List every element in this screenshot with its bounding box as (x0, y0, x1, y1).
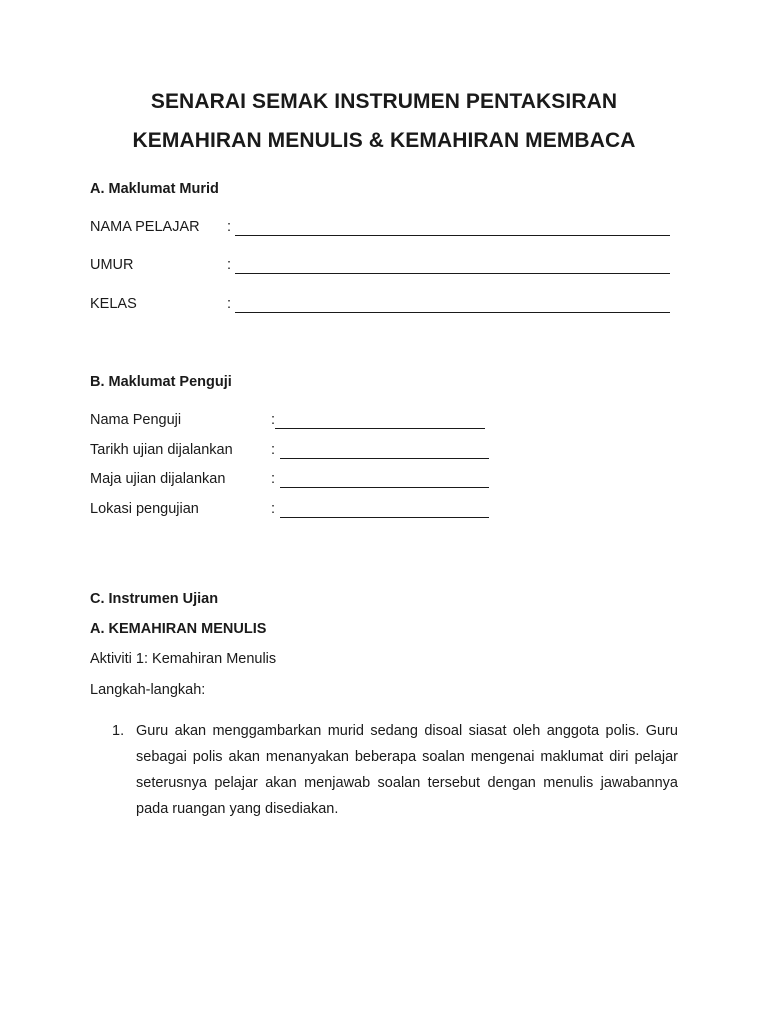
field-separator: : (227, 257, 232, 273)
list-item-text: Guru akan menggambarkan murid sedang disoal siasat oleh anggota polis. Guru sebagai polis akan menanyakan beberapa soalan mengenai maklumat diri pelajar seterusnya pelajar akan menjawab soalan tersebut dengan menulis jawabannya pada ruangan yang disediakan. (136, 723, 678, 817)
field-umur (90, 257, 690, 277)
field-maja-ujian (90, 471, 510, 491)
blank-answer-line[interactable] (280, 487, 489, 488)
section-a-heading: A. Maklumat Murid (90, 181, 219, 197)
field-label: Maja ujian dijalankan (90, 471, 226, 487)
blank-answer-line[interactable] (235, 235, 670, 236)
field-lokasi-pengujian (90, 501, 510, 521)
field-separator: : (271, 442, 276, 458)
field-label: Tarikh ujian dijalankan (90, 442, 233, 458)
list-item-number: 1. (112, 723, 125, 739)
document-title-line-1: SENARAI SEMAK INSTRUMEN PENTAKSIRAN (150, 90, 618, 113)
field-separator: : (271, 412, 276, 428)
field-nama-penguji (90, 412, 510, 432)
field-separator: : (271, 471, 276, 487)
document-title-line-2: KEMAHIRAN MENULIS & KEMAHIRAN MEMBACA (132, 129, 636, 152)
field-tarikh-ujian (90, 442, 510, 462)
field-label: UMUR (90, 257, 134, 273)
blank-answer-line[interactable] (275, 428, 485, 429)
field-separator: : (227, 296, 232, 312)
blank-answer-line[interactable] (280, 458, 489, 459)
field-label: Nama Penguji (90, 412, 182, 428)
field-label: Lokasi pengujian (90, 501, 199, 517)
blank-answer-line[interactable] (235, 273, 670, 274)
field-label: NAMA PELAJAR (90, 219, 200, 235)
section-c-heading: C. Instrumen Ujian (90, 591, 219, 607)
blank-answer-line[interactable] (235, 312, 670, 313)
field-label: KELAS (90, 296, 137, 312)
steps-label: Langkah-langkah: (90, 682, 206, 698)
blank-answer-line[interactable] (280, 517, 489, 518)
activity-title: Aktiviti 1: Kemahiran Menulis (90, 651, 277, 667)
skill-subheading: A. KEMAHIRAN MENULIS (90, 621, 267, 637)
field-separator: : (227, 219, 232, 235)
field-nama-pelajar (90, 219, 690, 239)
field-kelas (90, 296, 690, 316)
field-separator: : (271, 501, 276, 517)
section-b-heading: B. Maklumat Penguji (90, 374, 232, 390)
